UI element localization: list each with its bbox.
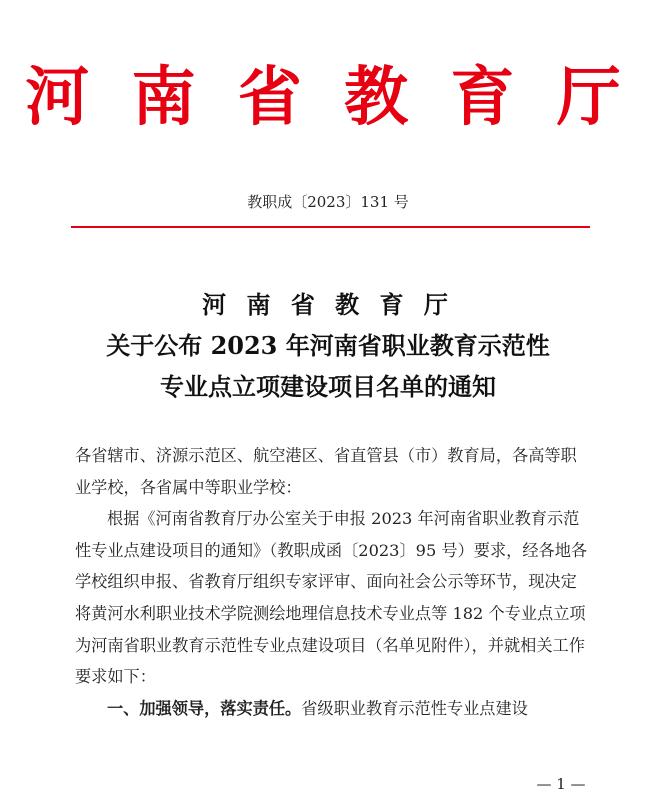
section-1-heading: 一、加强领导，落实责任。: [107, 698, 302, 718]
document-number: 教职成〔2023〕131 号: [247, 193, 409, 211]
section-1-paragraph: [75, 693, 589, 725]
letterhead-title: 河 南 省 教 育 厅: [25, 60, 631, 135]
addressee: 各省辖市、济源示范区、航空港区、省直管县（市）教育局，各高等职业学校，各省属中等职业学校：: [75, 446, 577, 497]
red-divider-line: [71, 226, 590, 228]
page-number: — 1 —: [536, 775, 586, 793]
notice-title-line-3: 专业点立项建设项目名单的通知: [160, 372, 496, 401]
notice-body: [75, 440, 589, 724]
notice-title-issuer: 河 南 省 教 育 厅: [202, 290, 454, 319]
section-1-text: 省级职业教育示范性专业点建设: [301, 698, 528, 718]
notice-title-line-2: 关于公布 2023 年河南省职业教育示范性: [106, 331, 550, 360]
body-paragraph: 根据《河南省教育厅办公室关于申报 2023 年河南省职业教育示范性专业点建设项目的通知》（教职成函〔2023〕95 号）要求，经各地各学校组织申报、省教育厅组织专家评审、面向社会公示等环节，现决定将黄河水利职业技术学院测绘地理信息技术专业点等 182 个专业点立项为河南省职业教育示范性专业点建设项目（名单见附件），并就相关工作要求如下：: [75, 509, 588, 687]
notice-title: [0, 284, 656, 407]
